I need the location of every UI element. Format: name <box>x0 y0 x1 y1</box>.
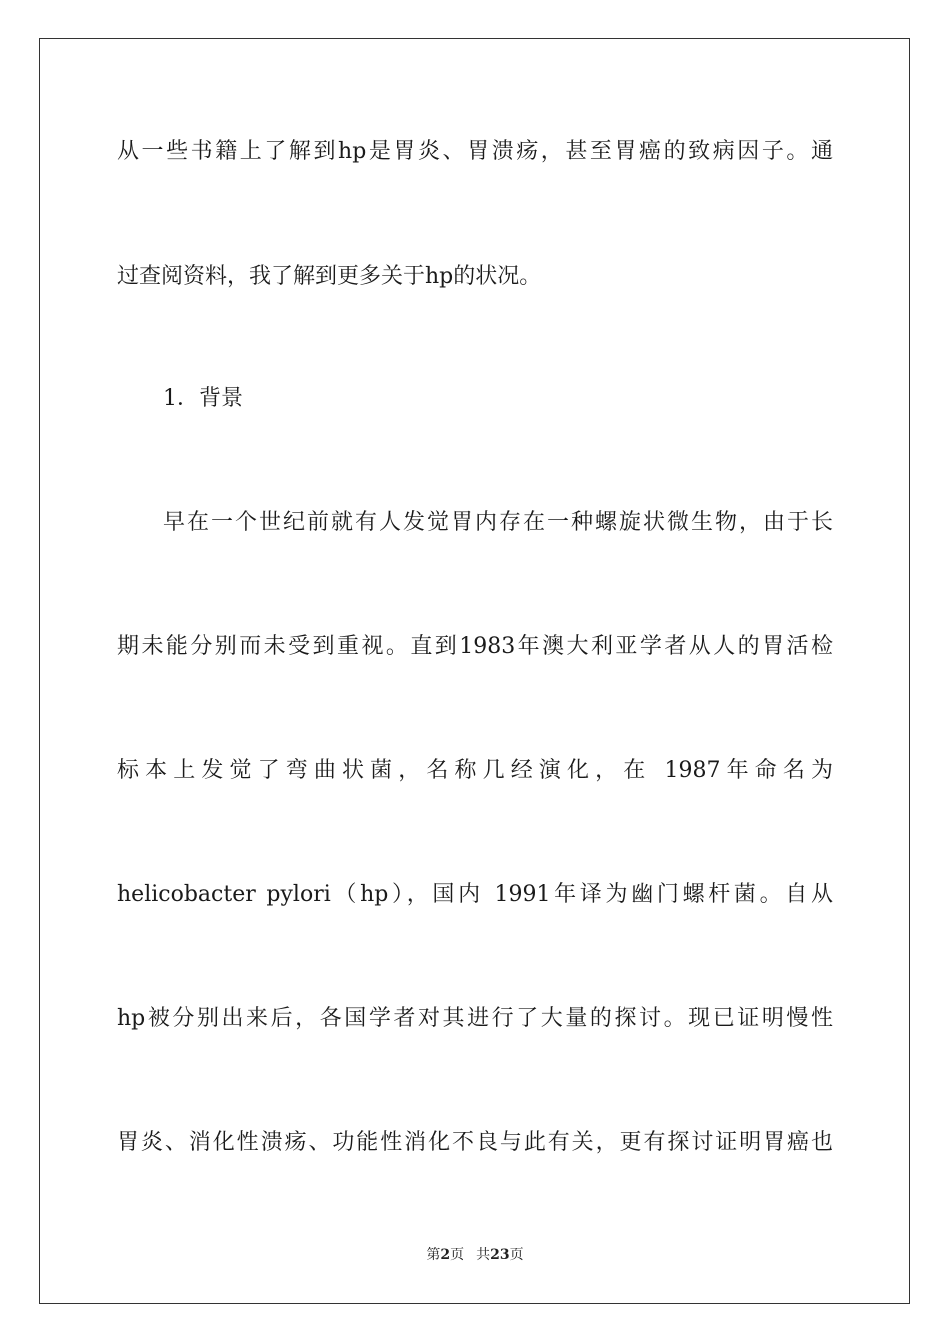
section-heading-background: 1．背景 <box>163 386 243 411</box>
text-line-8: hp被分别出来后，各国学者对其进行了大量的探讨。现已证明慢性 <box>117 1006 833 1031</box>
text-line-1: 从一些书籍上了解到hp是胃炎、胃溃疡，甚至胃癌的致病因子。通 <box>117 139 833 164</box>
footer-total-suffix: 页 <box>509 1247 524 1263</box>
text-line-9: 胃炎、消化性溃疡、功能性消化不良与此有关，更有探讨证明胃癌也 <box>117 1130 833 1155</box>
text-line-7: helicobacter pylori（hp），国内 1991年译为幽门螺杆菌。自从 <box>117 882 833 907</box>
text-line-2: 过查阅资料，我了解到更多关于hp的状况。 <box>117 264 542 289</box>
page-footer <box>0 1245 950 1265</box>
text-line-4: 早在一个世纪前就有人发觉胃内存在一种螺旋状微生物，由于长 <box>163 510 833 535</box>
footer-total-prefix: 共 <box>476 1247 491 1263</box>
page-border <box>39 38 910 1304</box>
footer-total-pages: 23 <box>490 1247 510 1263</box>
text-line-6: 标本上发觉了弯曲状菌，名称几经演化，在 1987年命名为 <box>117 758 833 783</box>
footer-page-suffix: 页 <box>450 1247 465 1263</box>
footer-page-prefix: 第 <box>426 1247 441 1263</box>
footer-page-number: 2 <box>440 1247 451 1263</box>
text-line-5: 期未能分别而未受到重视。直到1983年澳大利亚学者从人的胃活检 <box>117 634 833 659</box>
